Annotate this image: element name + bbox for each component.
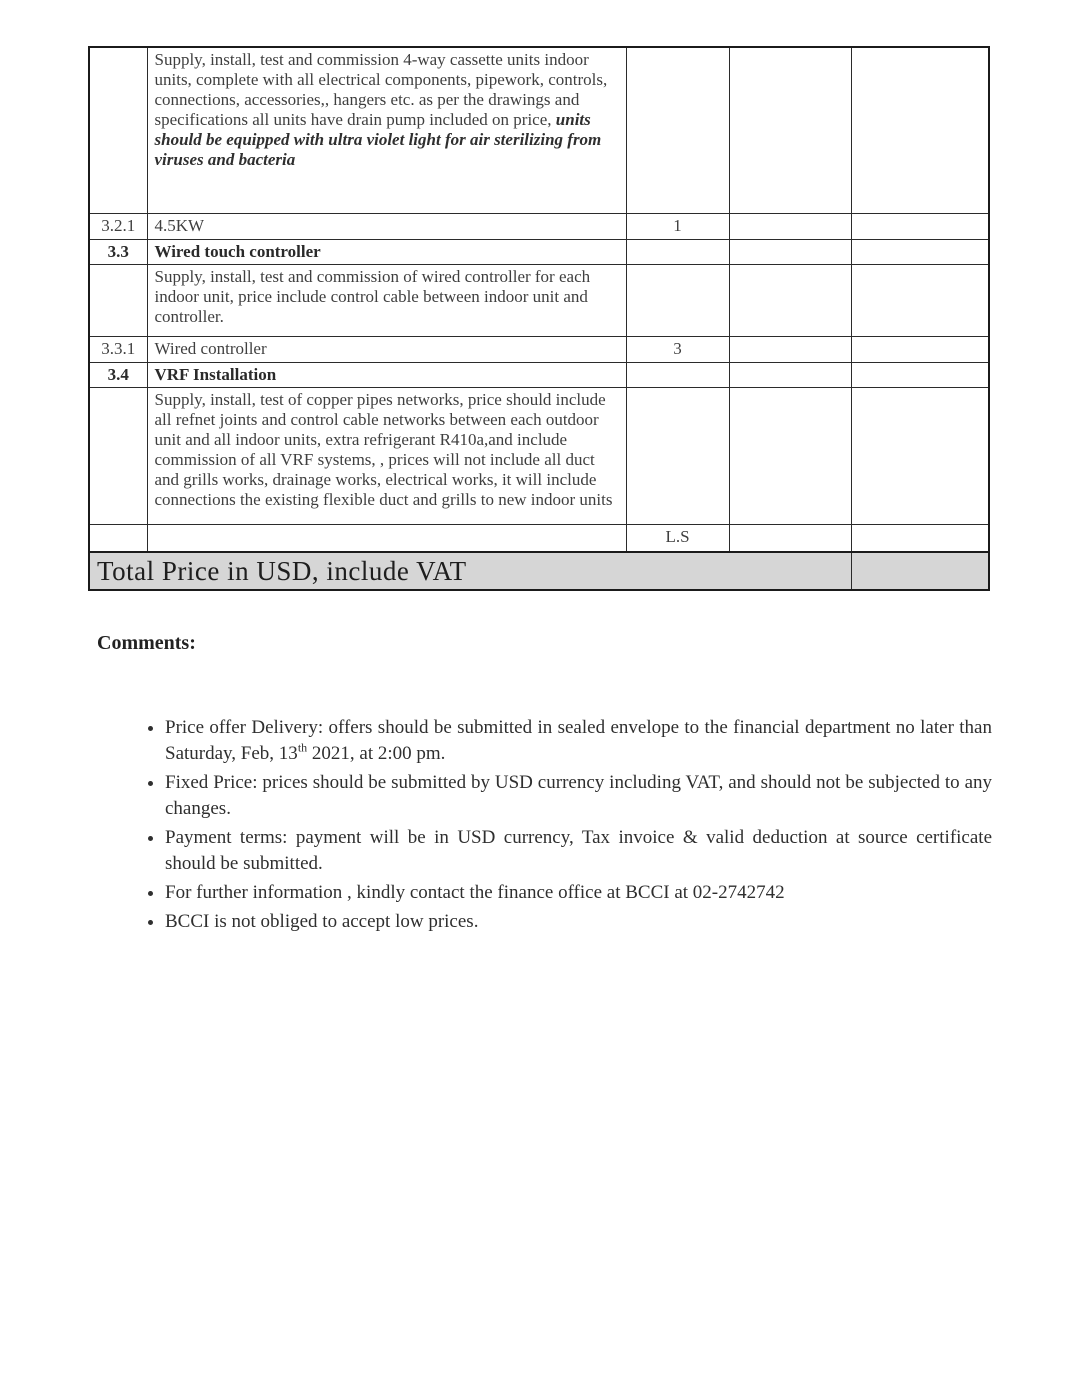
total-price-cell [851, 264, 989, 336]
total-price-cell [851, 213, 989, 239]
total-price-cell [851, 387, 989, 524]
table-row [89, 362, 989, 387]
bullet-text: 2021, at 2:00 pm. [307, 743, 446, 764]
comments-section [97, 632, 992, 938]
comment-bullet [165, 880, 992, 906]
qty-cell [626, 239, 729, 264]
comment-list [97, 715, 992, 935]
qty-cell: 3 [626, 336, 729, 362]
total-price-cell [851, 47, 989, 213]
bullet-text: Fixed Price: prices should be submitted by USD currency including VAT, and should not be subjected to any changes. [165, 772, 992, 819]
description-cell: Supply, install, test and commission of wired controller for each indoor unit, price include control cable between indoor unit and controller. [147, 264, 626, 336]
comment-bullet [165, 825, 992, 877]
bullet-text: Price offer Delivery: offers should be submitted in sealed envelope to the financial department no later than Saturday, Feb, 13 [165, 717, 992, 764]
unit-price-cell [729, 387, 851, 524]
comment-bullet [165, 909, 992, 935]
pricing-table [88, 46, 990, 591]
description-cell: VRF Installation [147, 362, 626, 387]
bullet-text: Payment terms: payment will be in USD currency, Tax invoice & valid deduction at source certificate should be submitted. [165, 827, 992, 874]
unit-price-cell [729, 213, 851, 239]
table-row [89, 524, 989, 552]
description-cell: Wired controller [147, 336, 626, 362]
total-price-cell [851, 362, 989, 387]
description-cell: 4.5KW [147, 213, 626, 239]
qty-cell [626, 47, 729, 213]
table-row [89, 336, 989, 362]
bullet-text: For further information , kindly contact the finance office at BCCI at 02-2742742 [165, 882, 785, 903]
table-row [89, 239, 989, 264]
unit-price-cell [729, 336, 851, 362]
table-row [89, 213, 989, 239]
bullet-text: BCCI is not obliged to accept low prices. [165, 911, 479, 932]
unit-price-cell [729, 264, 851, 336]
description-cell [147, 524, 626, 552]
qty-cell [626, 264, 729, 336]
description-cell: Supply, install, test of copper pipes networks, price should include all refnet joints and control cable networks between each outdoor unit and all indoor units, extra refrigerant R410a,and include commission of all VRF systems, , prices will not include all duct and grills works, drainage works, electrical works, it will include connections the existing flexible duct and grills to new indoor units [147, 387, 626, 524]
unit-price-cell [729, 362, 851, 387]
unit-price-cell [729, 239, 851, 264]
unit-price-cell [729, 524, 851, 552]
total-value-cell [851, 552, 989, 590]
description-emphasis-text: units should be equipped with ultra violet light for air sterilizing from viruses and bacteria [154, 110, 602, 169]
qty-cell [626, 387, 729, 524]
description-cell [147, 47, 626, 213]
total-label: Total Price in USD, include VAT [89, 552, 851, 590]
total-row [89, 552, 989, 590]
item-no-cell [89, 524, 147, 552]
item-no-cell: 3.4 [89, 362, 147, 387]
table-row [89, 264, 989, 336]
qty-cell [626, 362, 729, 387]
table-row [89, 387, 989, 524]
unit-price-cell [729, 47, 851, 213]
ordinal-superscript: th [297, 740, 308, 755]
item-no-cell: 3.2.1 [89, 213, 147, 239]
comment-bullet [165, 715, 992, 767]
qty-cell: 1 [626, 213, 729, 239]
item-no-cell: 3.3 [89, 239, 147, 264]
qty-cell: L.S [626, 524, 729, 552]
comment-bullet [165, 770, 992, 822]
description-cell: Wired touch controller [147, 239, 626, 264]
item-no-cell [89, 47, 147, 213]
item-no-cell [89, 264, 147, 336]
comments-heading: Comments: [97, 632, 196, 654]
description-text: Supply, install, test and commission 4-way cassette units indoor units, complete with all electrical components, pipework, controls, connections, accessories,, hangers etc. as per the drawings and specifications all units have drain pump included on price, [154, 50, 608, 129]
total-price-cell [851, 524, 989, 552]
item-no-cell: 3.3.1 [89, 336, 147, 362]
table-row [89, 47, 989, 213]
total-price-cell [851, 239, 989, 264]
item-no-cell [89, 387, 147, 524]
total-price-cell [851, 336, 989, 362]
